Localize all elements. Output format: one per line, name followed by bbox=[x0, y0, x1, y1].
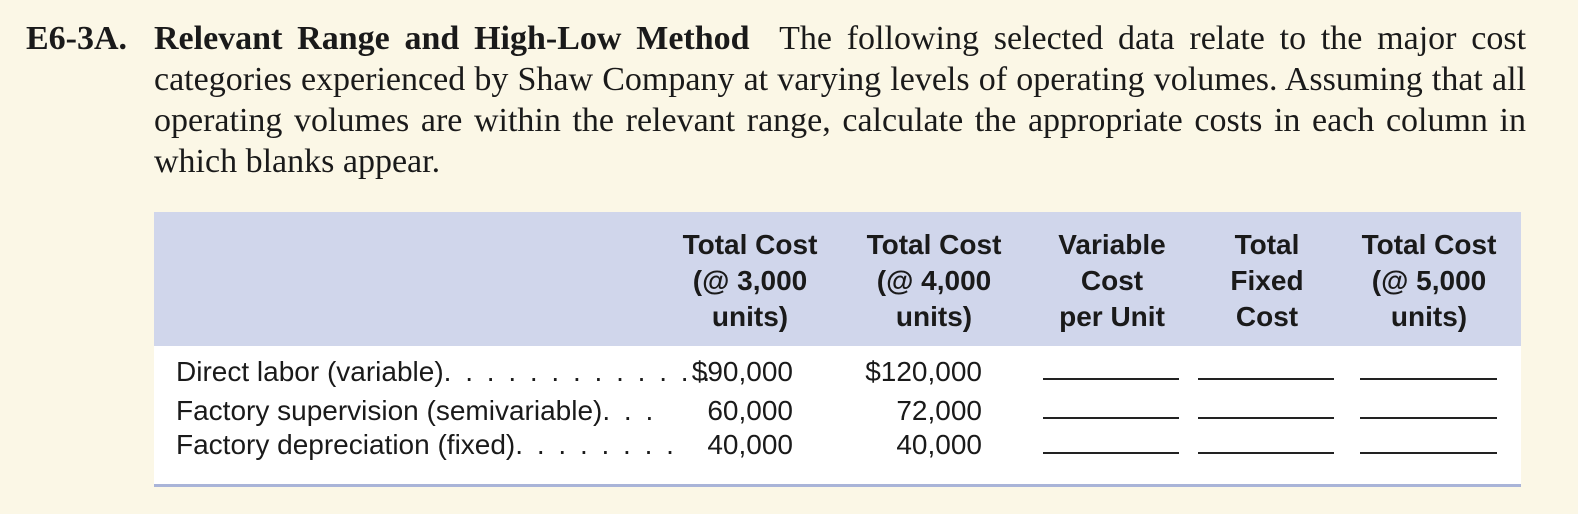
blank-input-line[interactable] bbox=[1198, 417, 1334, 419]
header-total-cost-3000 bbox=[670, 227, 830, 335]
blank-input-line[interactable] bbox=[1360, 452, 1497, 454]
header-line: units) bbox=[711, 301, 789, 332]
header-line: Total Cost bbox=[682, 229, 818, 260]
header-line: (@ 4,000 bbox=[876, 265, 992, 296]
blank-input-line[interactable] bbox=[1360, 378, 1497, 380]
row-label-factory-supervision bbox=[176, 394, 656, 428]
cell-factory-depreciation-4000: 40,000 bbox=[896, 429, 982, 460]
header-total-cost-5000 bbox=[1349, 227, 1509, 335]
exercise-body bbox=[154, 18, 1526, 182]
exercise-title: Relevant Range and High-Low Method bbox=[154, 20, 750, 57]
exercise-block bbox=[26, 18, 1526, 182]
header-total-cost-4000 bbox=[854, 227, 1014, 335]
blank-input-line[interactable] bbox=[1043, 417, 1179, 419]
cell-factory-supervision-3000: 60,000 bbox=[707, 395, 793, 426]
header-line: Variable bbox=[1058, 229, 1166, 260]
table-header bbox=[154, 212, 1521, 346]
header-line: units) bbox=[1390, 301, 1468, 332]
row-label-text: Factory depreciation (fixed) bbox=[176, 429, 516, 460]
dot-leader: . . . . . . . . . . . . . bbox=[443, 356, 714, 387]
header-line: Cost bbox=[1080, 265, 1144, 296]
row-label-direct-labor bbox=[176, 355, 713, 389]
header-line: Total Cost bbox=[866, 229, 1002, 260]
row-label-text: Direct labor (variable) bbox=[176, 356, 444, 387]
cell-factory-supervision-4000: 72,000 bbox=[896, 395, 982, 426]
dot-leader: . . . . . . . . bbox=[515, 429, 677, 460]
cell-direct-labor-3000: $90,000 bbox=[691, 356, 793, 387]
exercise-text: The following selected data relate to the major cost categories experienced by Shaw Company at varying levels of operating volumes. Assuming that all operating volumes are within the relevant range, calculate the appropriate costs in each column in which blanks appear. bbox=[154, 20, 1527, 180]
header-line: units) bbox=[895, 301, 973, 332]
cost-table bbox=[154, 212, 1521, 487]
blank-input-line[interactable] bbox=[1198, 452, 1334, 454]
header-line: Total Cost bbox=[1361, 229, 1497, 260]
header-line: (@ 3,000 bbox=[692, 265, 808, 296]
blank-input-line[interactable] bbox=[1198, 378, 1334, 380]
header-line: Fixed bbox=[1230, 265, 1304, 296]
cell-direct-labor-4000: $120,000 bbox=[865, 356, 982, 387]
blank-input-line[interactable] bbox=[1043, 378, 1179, 380]
row-label-text: Factory supervision (semivariable) bbox=[176, 395, 603, 426]
dot-leader: . . . bbox=[602, 395, 657, 426]
header-line: (@ 5,000 bbox=[1371, 265, 1487, 296]
row-label-factory-depreciation bbox=[176, 428, 677, 462]
header-line: Total bbox=[1234, 229, 1300, 260]
blank-input-line[interactable] bbox=[1043, 452, 1179, 454]
header-total-fixed-cost bbox=[1199, 227, 1335, 335]
exercise-number: E6-3A. bbox=[26, 20, 128, 57]
blank-input-line[interactable] bbox=[1360, 417, 1497, 419]
header-line: Cost bbox=[1235, 301, 1299, 332]
header-variable-cost-per-unit bbox=[1042, 227, 1182, 335]
header-line: per Unit bbox=[1059, 301, 1165, 332]
cell-factory-depreciation-3000: 40,000 bbox=[707, 429, 793, 460]
